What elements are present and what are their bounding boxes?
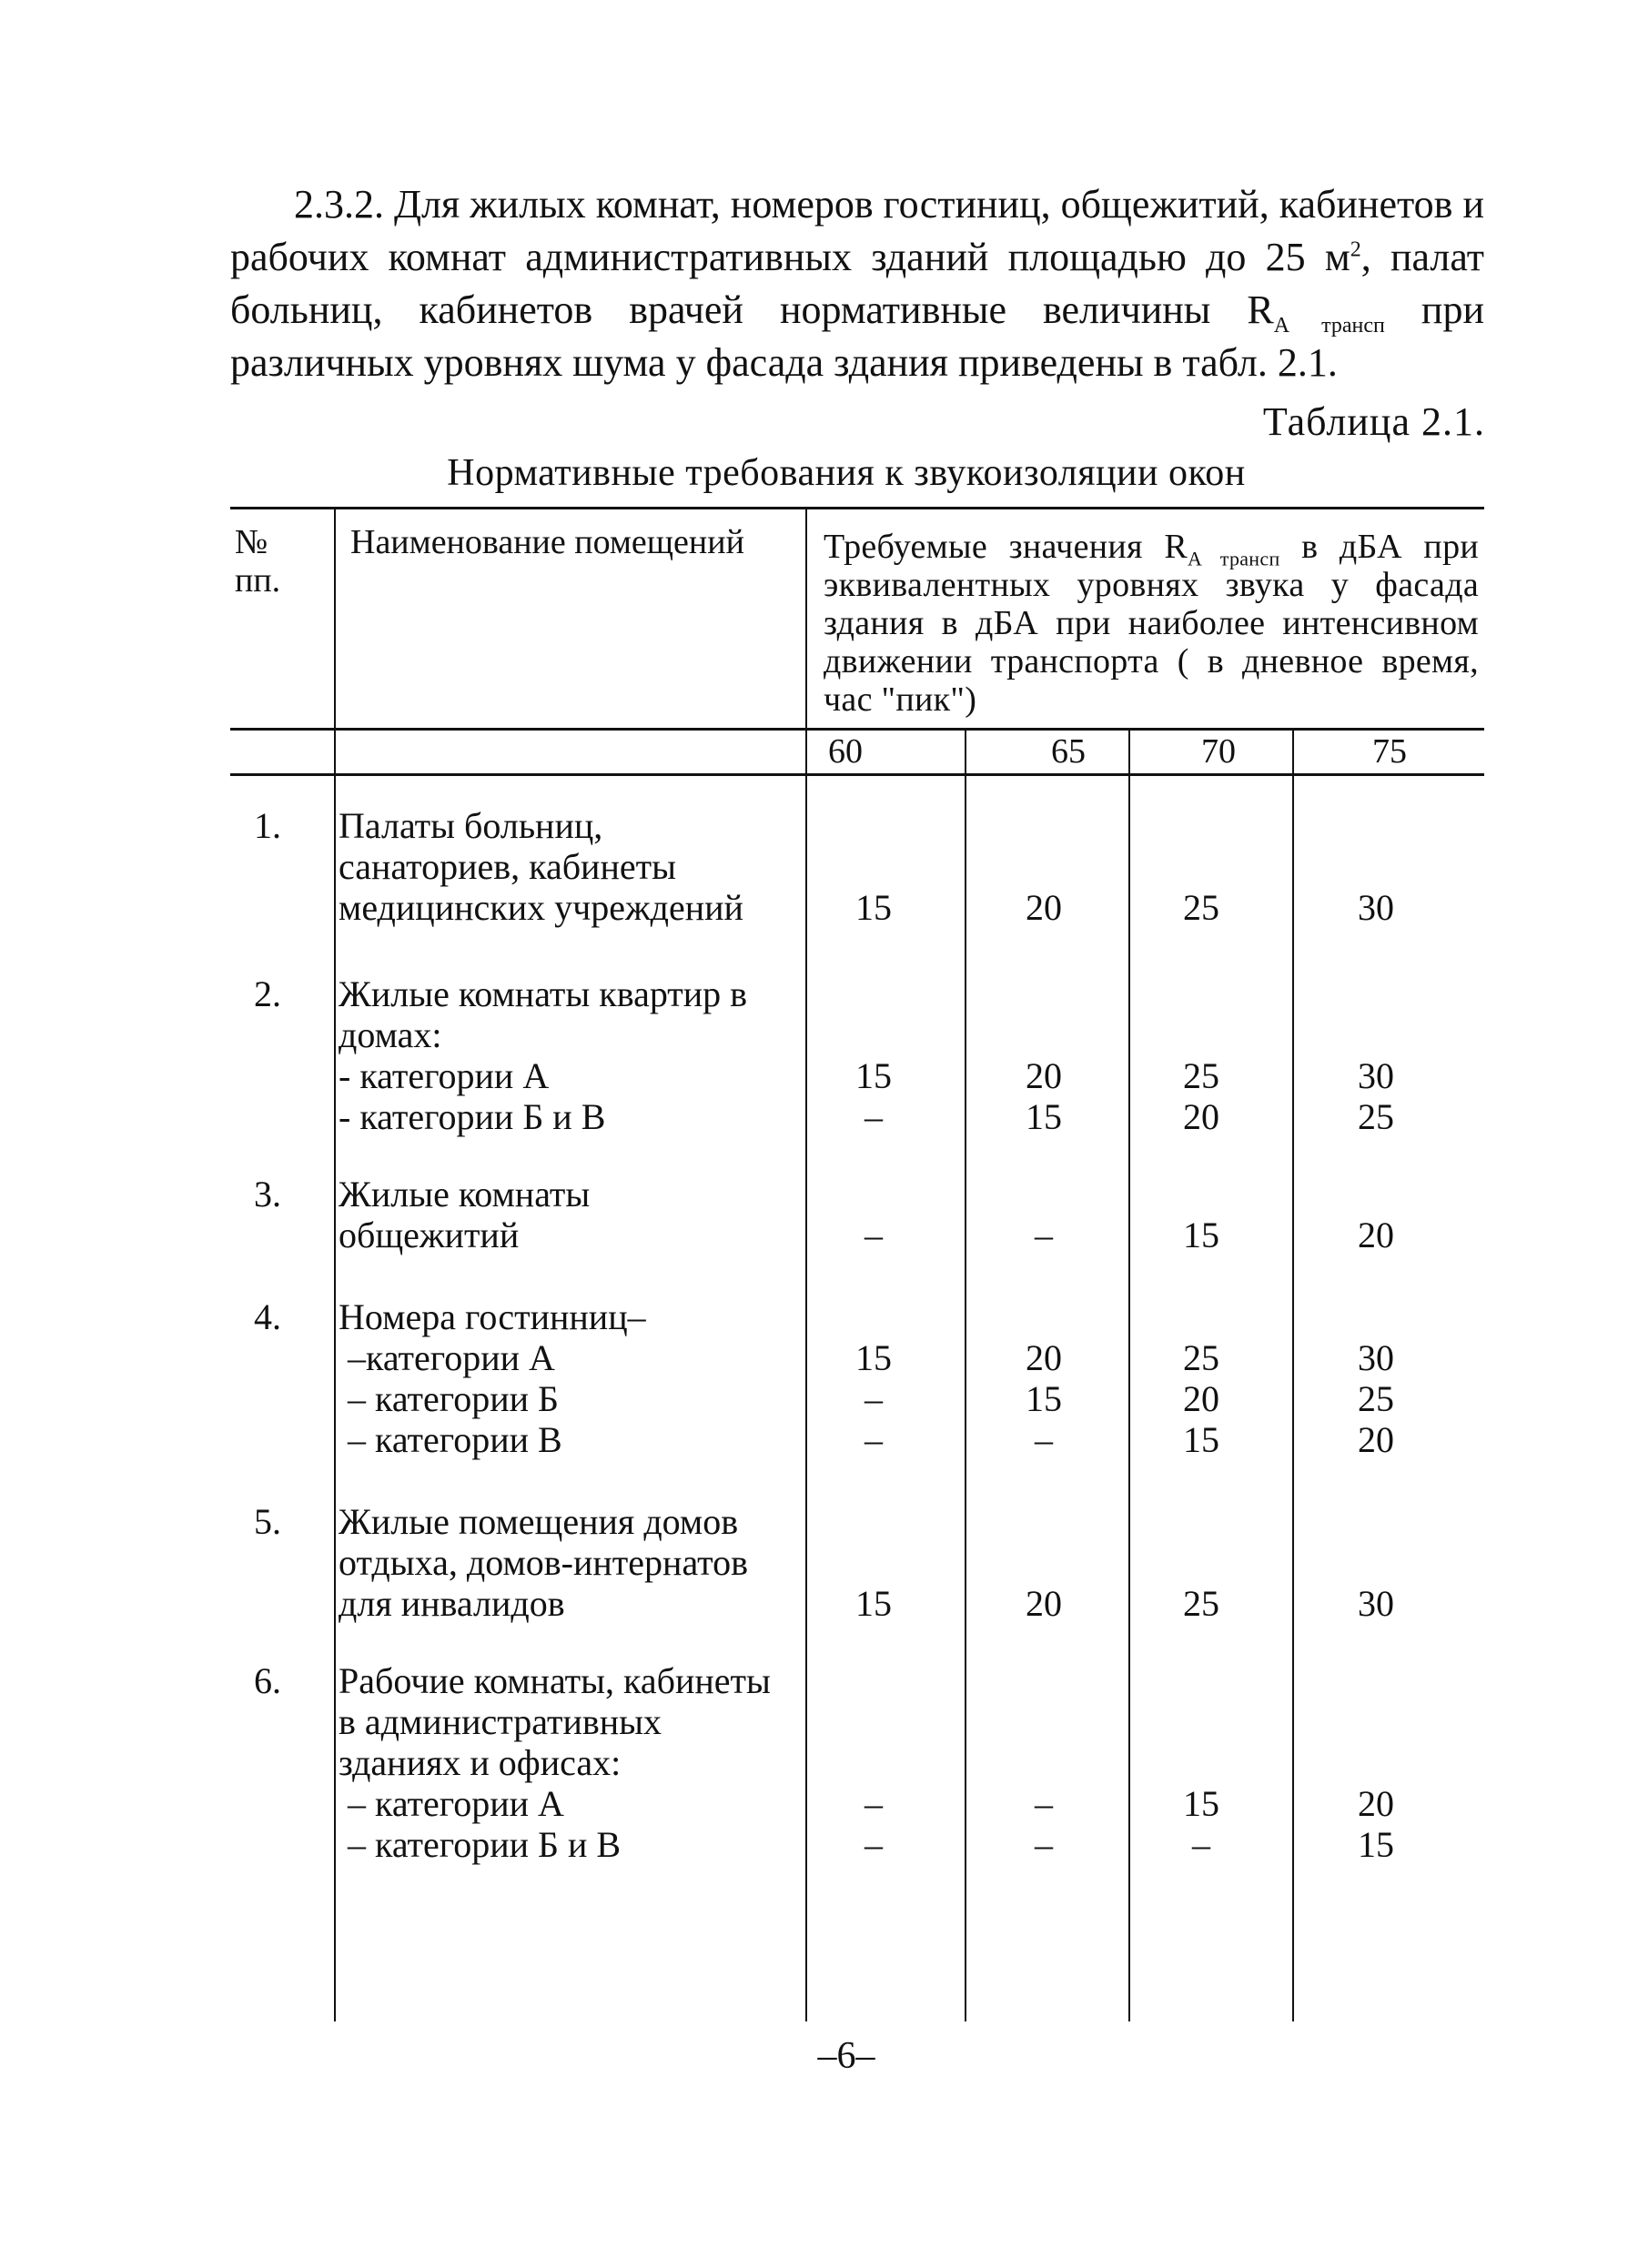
row-values-col-3 [1138, 1337, 1265, 1460]
row-values-col-4 [1312, 1215, 1440, 1255]
row-value: – [864, 1215, 883, 1255]
row-values-col-2 [980, 1215, 1107, 1255]
row-value: – [1035, 1419, 1053, 1460]
header-num: № пп. [235, 523, 281, 600]
row-values-col-3 [1138, 1583, 1265, 1624]
row-name-line: общежитий [339, 1215, 520, 1255]
row-value: – [864, 1096, 883, 1137]
row-value: 15 [855, 887, 892, 928]
row-value: 30 [1358, 1583, 1394, 1624]
row-values-col-2 [980, 887, 1107, 928]
row-values-col-1 [810, 1783, 937, 1865]
header-level-60: 60 [828, 732, 863, 771]
header-bottom-rule [230, 773, 1484, 776]
row-value: 20 [1026, 1055, 1062, 1096]
row-values-col-3 [1138, 1055, 1265, 1137]
row-name [339, 1174, 794, 1255]
row-value: 15 [1026, 1096, 1062, 1137]
row-values-col-2 [980, 1783, 1107, 1865]
row-value: 30 [1358, 1055, 1394, 1096]
header-requirements: Требуемые значения $R_{А трансп}$ в дБА при эквивалентных уровнях звука у фасада здания в дБА при наиболее интенсивном движении транспорта ( в дневное время, час "пик") [824, 528, 1480, 719]
row-value: 20 [1358, 1783, 1394, 1824]
row-value: 25 [1358, 1096, 1394, 1137]
page-number: –6– [817, 2035, 875, 2077]
row-name [339, 1501, 794, 1624]
col-divider-name [805, 507, 807, 2021]
table-top-rule [230, 507, 1484, 509]
row-value: – [864, 1783, 883, 1824]
col-divider-70 [1292, 728, 1294, 2021]
row-values-col-2 [980, 1055, 1107, 1137]
row-name-line: для инвалидов [339, 1583, 565, 1624]
row-value: – [1035, 1824, 1053, 1865]
row-number: 3. [254, 1174, 281, 1215]
row-name-line: Номера гостинниц– [339, 1296, 646, 1337]
col-divider-num [334, 507, 336, 2021]
row-value: 20 [1358, 1419, 1394, 1460]
row-values-col-4 [1312, 1337, 1440, 1460]
row-value: 15 [1183, 1419, 1219, 1460]
row-values-col-4 [1312, 1583, 1440, 1624]
para-line-1: 2.3.2. Для жилых комнат, номеров гостиниц, общежитий, кабинетов [294, 182, 1453, 227]
row-name-line: Рабочие комнаты, кабинеты [339, 1660, 771, 1701]
row-value: 25 [1183, 887, 1219, 928]
row-name-line: в административных [339, 1701, 662, 1742]
row-value: 15 [855, 1055, 892, 1096]
row-values-col-1 [810, 887, 937, 928]
col-divider-60 [965, 728, 966, 2021]
para-line-2: и рабочих комнат административных зданий площадью до 25 $м^2$, [230, 182, 1484, 279]
row-values-col-3 [1138, 1215, 1265, 1255]
row-value: 25 [1358, 1378, 1394, 1419]
row-name-line: – категории Б и В [339, 1824, 622, 1865]
row-value: 20 [1026, 1583, 1062, 1624]
row-value: – [1035, 1215, 1053, 1255]
row-number: 4. [254, 1296, 281, 1337]
row-values-col-3 [1138, 1783, 1265, 1865]
row-name-line: Палаты больниц, [339, 805, 603, 846]
row-value: 20 [1183, 1378, 1219, 1419]
row-values-col-3 [1138, 887, 1265, 928]
row-name-line: зданиях и офисах: [339, 1742, 622, 1783]
row-value: 30 [1358, 887, 1394, 928]
table-title: Нормативные требования к звукоизоляции окон [447, 452, 1246, 494]
row-value: – [1035, 1783, 1053, 1824]
row-number: 2. [254, 973, 281, 1014]
row-name-line: Жилые комнаты квартир в [339, 973, 748, 1014]
row-name-line: – категории Б [339, 1378, 559, 1419]
table-label: Таблица 2.1. [1262, 399, 1485, 444]
row-value: – [864, 1378, 883, 1419]
row-name-line: - категории А [339, 1055, 550, 1096]
row-values-col-4 [1312, 1783, 1440, 1865]
row-name [339, 973, 794, 1137]
row-name-line: отдыха, домов-интернатов [339, 1542, 748, 1583]
row-name-line: Жилые комнаты [339, 1174, 591, 1215]
row-value: 25 [1183, 1583, 1219, 1624]
row-value: 20 [1358, 1215, 1394, 1255]
para-line-3: палат больниц, кабинетов врачей нормативные величины $R_{А трансп}$ при [230, 235, 1485, 338]
row-values-col-1 [810, 1583, 937, 1624]
row-number: 1. [254, 805, 281, 846]
header-level-75: 75 [1372, 732, 1407, 771]
header-level-70: 70 [1201, 732, 1236, 771]
row-value: 15 [1358, 1824, 1394, 1865]
row-values-col-4 [1312, 1055, 1440, 1137]
row-name [339, 805, 794, 928]
row-value: 25 [1183, 1337, 1219, 1378]
row-value: – [864, 1824, 883, 1865]
row-values-col-1 [810, 1337, 937, 1460]
row-values-col-4 [1312, 887, 1440, 928]
header-level-rule [230, 728, 1484, 731]
row-name-line: – категории В [339, 1419, 562, 1460]
row-name-line: санаториев, кабинеты [339, 846, 676, 887]
row-name-line: медицинских учреждений [339, 887, 743, 928]
row-values-col-2 [980, 1583, 1107, 1624]
row-number: 5. [254, 1501, 281, 1542]
row-value: 30 [1358, 1337, 1394, 1378]
row-number: 6. [254, 1660, 281, 1701]
row-value: 15 [1026, 1378, 1062, 1419]
row-value: 25 [1183, 1055, 1219, 1096]
row-value: – [864, 1419, 883, 1460]
row-value: 15 [1183, 1783, 1219, 1824]
row-value: 20 [1026, 1337, 1062, 1378]
row-value: 20 [1183, 1096, 1219, 1137]
row-name-line: домах: [339, 1014, 442, 1055]
row-name [339, 1296, 794, 1460]
row-value: 15 [855, 1337, 892, 1378]
row-values-col-2 [980, 1337, 1107, 1460]
header-level-65: 65 [1051, 732, 1086, 771]
row-value: 15 [1183, 1215, 1219, 1255]
row-value: – [1192, 1824, 1210, 1865]
header-name: Наименование помещений [350, 523, 744, 561]
row-name-line: Жилые помещения домов [339, 1501, 739, 1542]
row-values-col-1 [810, 1215, 937, 1255]
row-name-line: – категории А [339, 1783, 564, 1824]
row-name-line: –категории А [339, 1337, 555, 1378]
intro-paragraph [230, 178, 1484, 389]
row-name [339, 1660, 794, 1865]
row-value: 15 [855, 1583, 892, 1624]
para-line-4: различных уровнях шума у фасада здания приведены в табл. 2.1. [230, 340, 1338, 385]
col-divider-65 [1128, 728, 1130, 2021]
row-values-col-1 [810, 1055, 937, 1137]
row-name-line: - категории Б и В [339, 1096, 606, 1137]
row-value: 20 [1026, 887, 1062, 928]
